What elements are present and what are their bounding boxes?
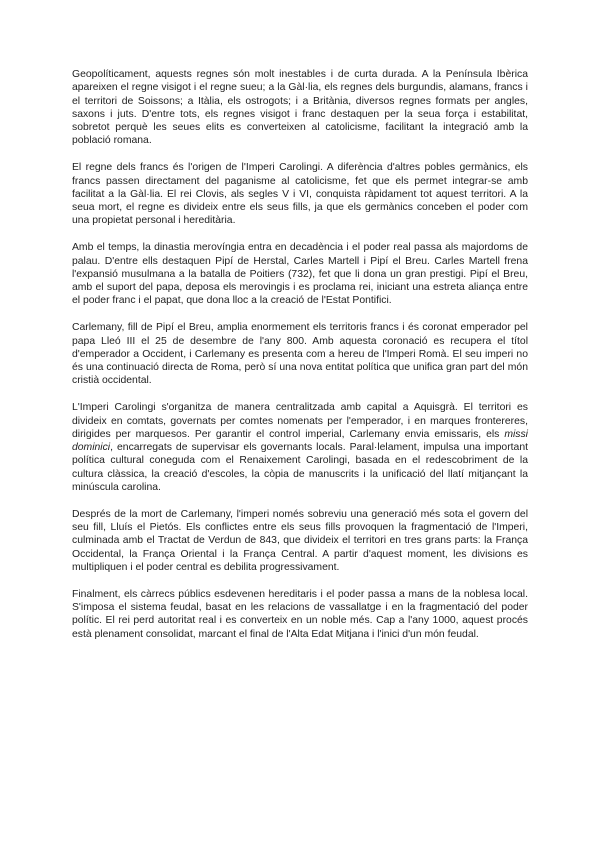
document-body <box>72 68 528 654</box>
paragraph-carolingian-empire-part2: , encarregats de supervisar els governants locals. Paral·lelament, impulsa una important política cultural coneguda com el Renaixement Carolingi, basada en el redescobriment de la cultura clàssica, la creació d'escoles, la còpia de manuscrits i la unificació del llatí mitjançant la minúscula carolina. <box>72 442 528 494</box>
missi-dominici-term: missi dominici <box>72 428 528 454</box>
paragraph-geopolitics: Geopolíticament, aquests regnes són molt inestables i de curta durada. A la Península Ibèrica apareixen el regne visigot i el regne sueu; a la Gàl·lia, els regnes dels burgundis, alamans, francs i el territori de Soissons; a Itàlia, els ostrogots; i a Britània, diversos regnes formats per angles, saxons i juts. D'entre tots, els regnes visigot i franc destaquen per la seua força i estabilitat, sobretot perquè les seues elits es converteixen al catolicisme, facilitant la integració amb la població romana. <box>72 69 528 147</box>
paragraph-carolingian-empire <box>72 401 528 494</box>
paragraph-franks: El regne dels francs és l'origen de l'Imperi Carolingi. A diferència d'altres pobles germànics, els francs passen directament del paganisme al catolicisme, fet que els permet integrar-se amb facilitat a la Gàl·lia. El rei Clovis, als segles V i VI, conquista ràpidament tot aquest territori. A la seua mort, el regne es divideix entre els seus fills, ja que els germànics conceben el poder com una propietat personal i hereditària. <box>72 162 528 227</box>
paragraph-charlemagne: Carlemany, fill de Pipí el Breu, amplia enormement els territoris francs i és coronat emperador pel papa Lleó III el 25 de desembre de l'any 800. Amb aquesta coronació es recupera el títol d'emperador a Occident, i Carlemany es presenta com a hereu de l'Imperi Romà. El seu imperi no és una continuació directa de Roma, però sí una nova entitat política que unifica gran part del món cristià occidental. <box>72 322 528 387</box>
paragraph-merovingian-decline: Amb el temps, la dinastia merovíngia entra en decadència i el poder real passa als majordoms de palau. D'entre ells destaquen Pipí de Herstal, Carles Martell i Pipí el Breu. Carles Martell frena l'expansió musulmana a la batalla de Poitiers (732), fet que li dona un gran prestigi. Pipí el Breu, amb el suport del papa, deposa els merovingis i es proclama rei, iniciant una estreta aliança entre el poder franc i el papat, que dona lloc a la creació de l'Estat Pontifici. <box>72 242 528 307</box>
paragraph-feudalism: Finalment, els càrrecs públics esdevenen hereditaris i el poder passa a mans de la noblesa local. S'imposa el sistema feudal, basat en les relacions de vassallatge i en la fragmentació del poder polític. El rei perd autoritat real i es converteix en un noble més. Cap a l'any 1000, aquest procés està plenament consolidat, marcant el final de l'Alta Edat Mitjana i l'inici d'un món feudal. <box>72 588 528 640</box>
paragraph-carolingian-empire-part1: L'Imperi Carolingi s'organitza de manera centralitzada amb capital a Aquisgrà. El territori es divideix en comtats, governats per comtes nomenats per l'emperador, i en marques frontereres, dirigides per marquesos. Per garantir el control imperial, Carlemany envia emissaris, els <box>72 402 528 440</box>
paragraph-fragmentation: Després de la mort de Carlemany, l'imperi només sobreviu una generació més sota el govern del seu fill, Lluís el Pietós. Els conflictes entre els seus fills provoquen la fragmentació de l'Imperi, culminada amb el Tractat de Verdun de 843, que divideix el territori en tres grans parts: la França Occidental, la França Oriental i la França Central. A partir d'aquest moment, les divisions es multipliquen i el poder central es debilita progressivament. <box>72 508 528 573</box>
